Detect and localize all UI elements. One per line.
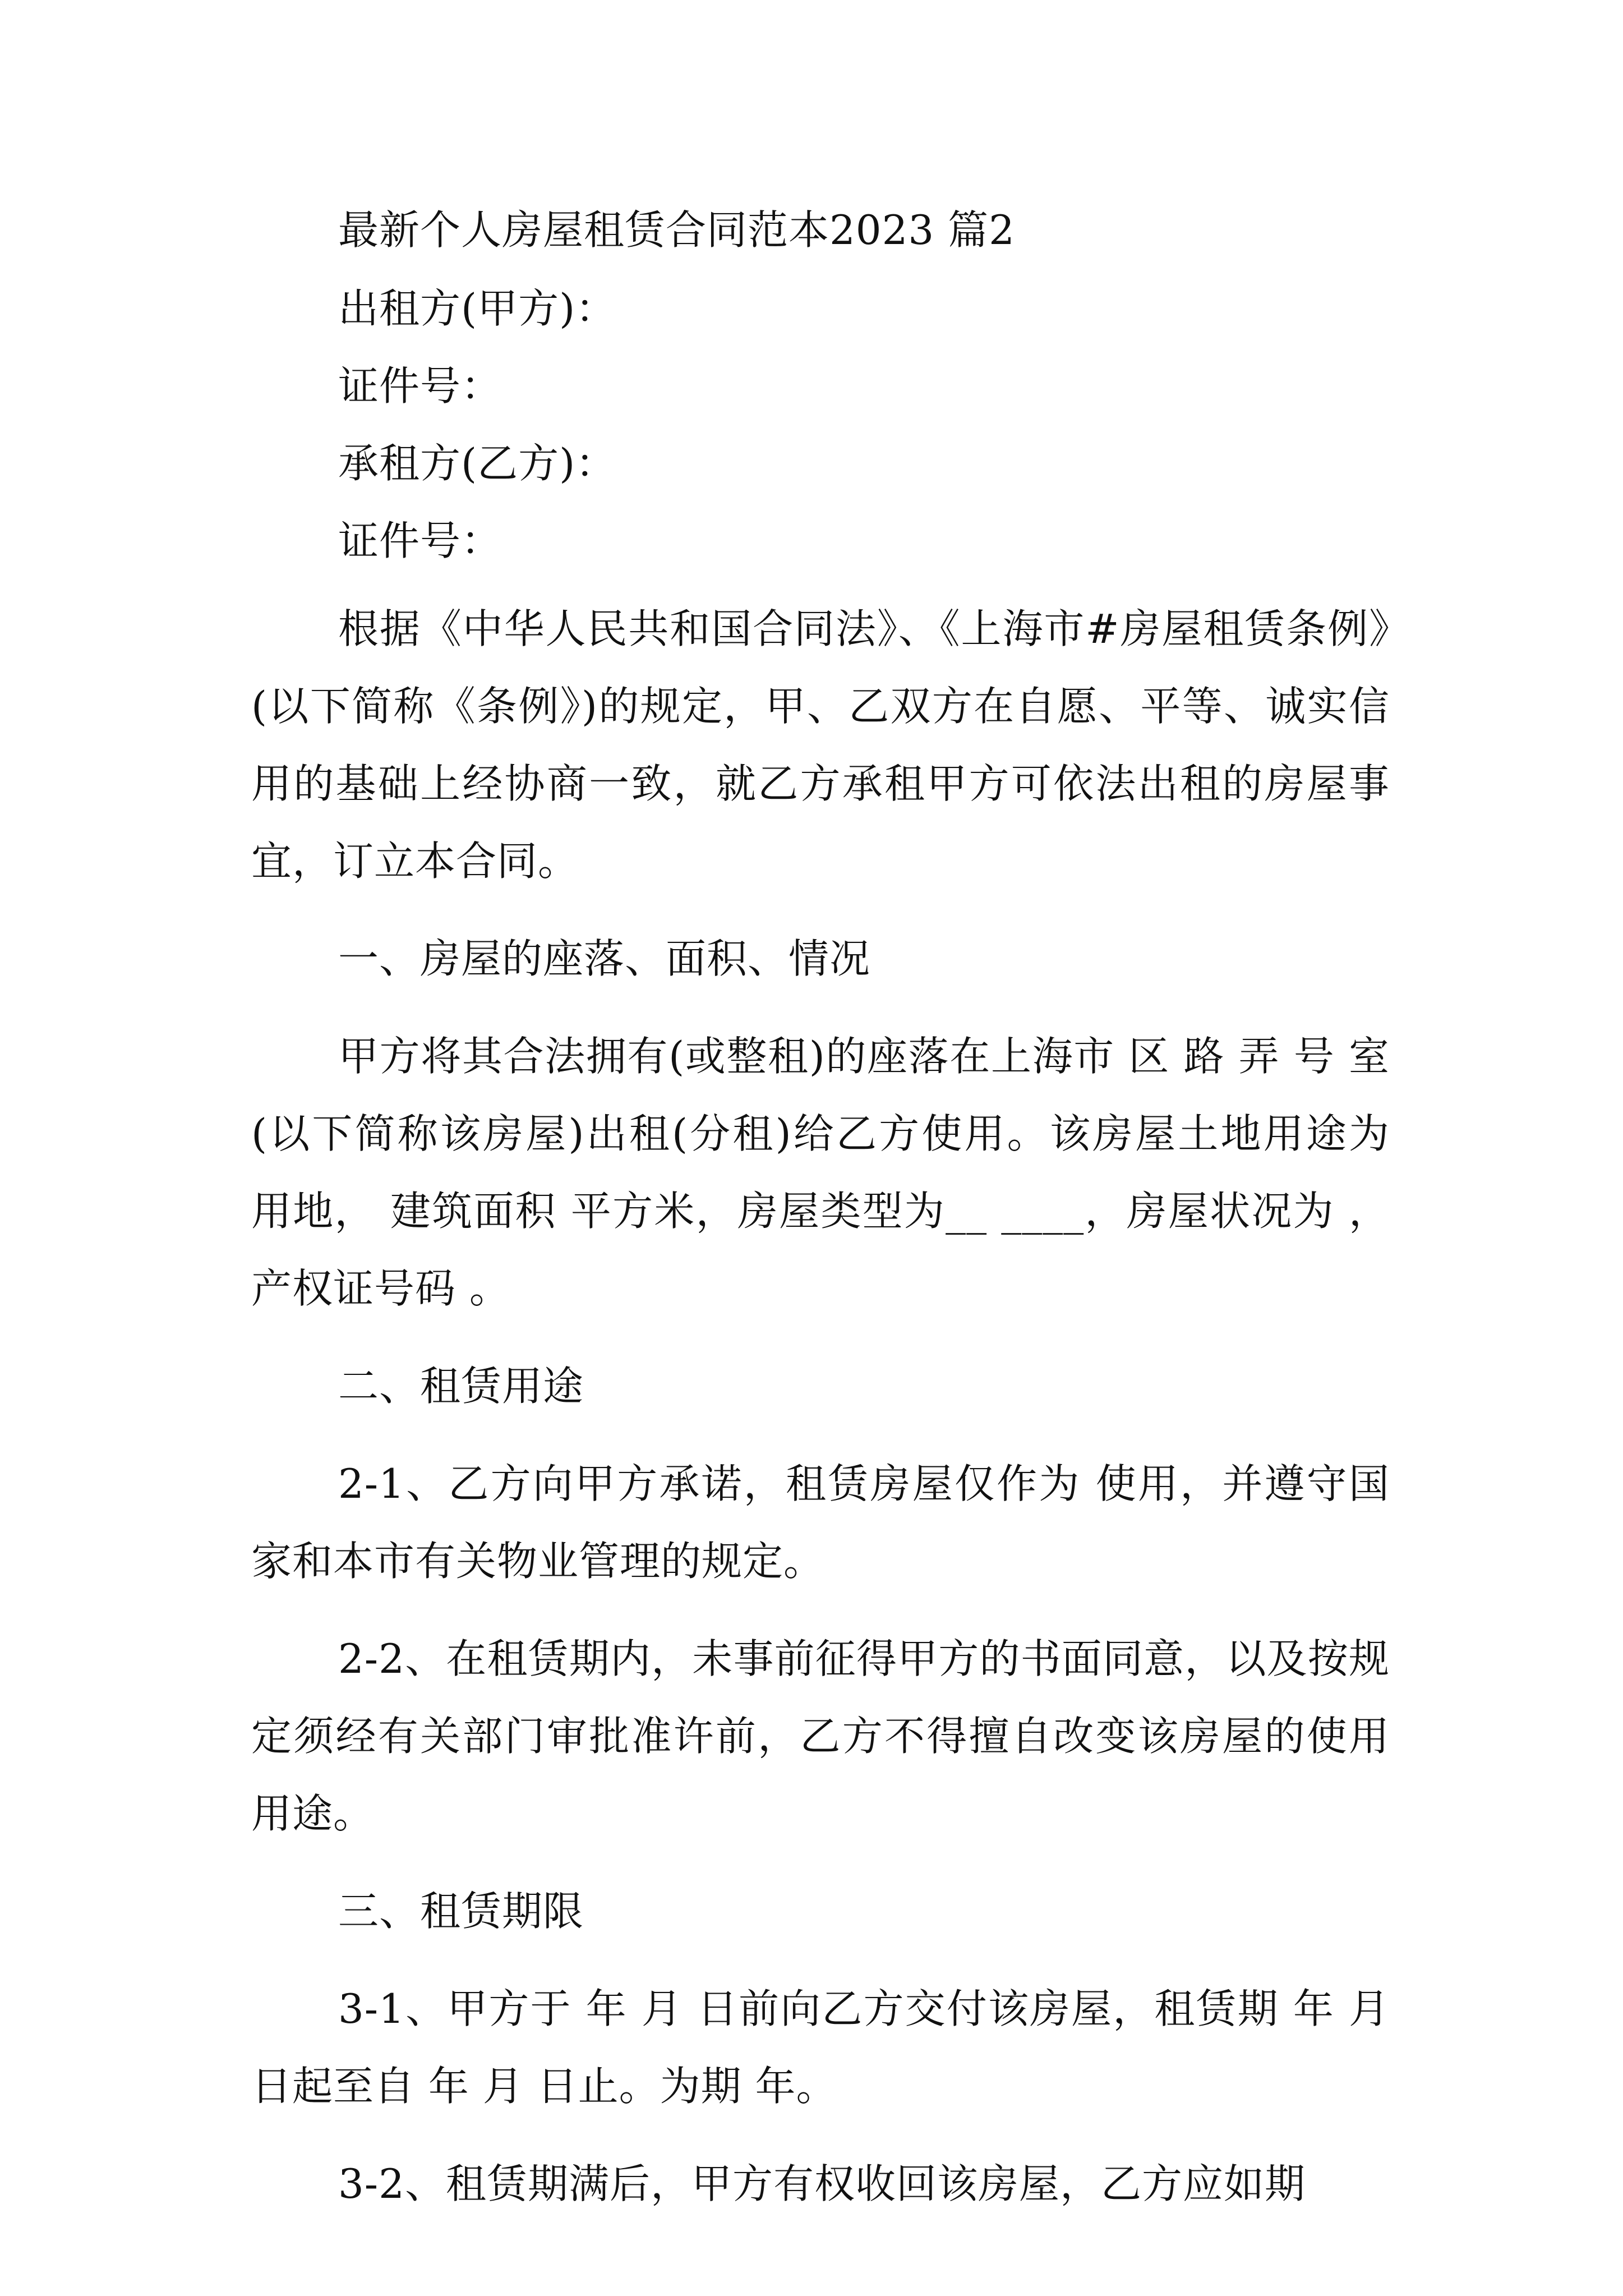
lessee-id-field: 证件号： [338,517,502,564]
lessee-field: 承租方(乙方)： [338,440,617,487]
section-3-heading: 三、租赁期限 [338,1888,584,1935]
clause-3-2: 3-2、租赁期满后，甲方有权收回该房屋，乙方应如期 [338,2160,1306,2207]
clause-2-1: 2-1、乙方向甲方承诺，租赁房屋仅作为 使用，并遵守国家和本市有关物业管理的规定。 [251,1460,1390,1585]
clause-3-1: 3-1、甲方于 年 月 日前向乙方交付该房屋，租赁期 年 月 日起至自 年 月 日止。为期 年。 [251,1985,1390,2110]
preamble-paragraph: 根据《中华人民共和国合同法》、《上海市#房屋租赁条例》(以下简称《条例》)的规定，甲、乙双方在自愿、平等、诚实信用的基础上经协商一致，就乙方承租甲方可依法出租的房屋事宜，订立本合同。 [251,605,1390,885]
section-1-body: 甲方将其合法拥有(或整租)的座落在上海市 区 路 弄 号 室 (以下简称该房屋)出租(分租)给乙方使用。该房屋土地用途为 用地， 建筑面积 平方米，房屋类型为__ ____，房屋状况为 ，产权证号码 。 [251,1033,1390,1312]
document-title: 最新个人房屋租赁合同范本2023 篇2 [338,206,1015,254]
lessor-id-field: 证件号： [338,362,502,409]
section-1-heading: 一、房屋的座落、面积、情况 [338,935,871,982]
clause-2-2: 2-2、在租赁期内，未事前征得甲方的书面同意，以及按规定须经有关部门审批准许前，乙方不得擅自改变该房屋的使用用途。 [251,1635,1390,1837]
document-content [251,202,1390,2243]
section-2-heading: 二、租赁用途 [338,1363,584,1410]
lessor-field: 出租方(甲方)： [338,285,617,332]
